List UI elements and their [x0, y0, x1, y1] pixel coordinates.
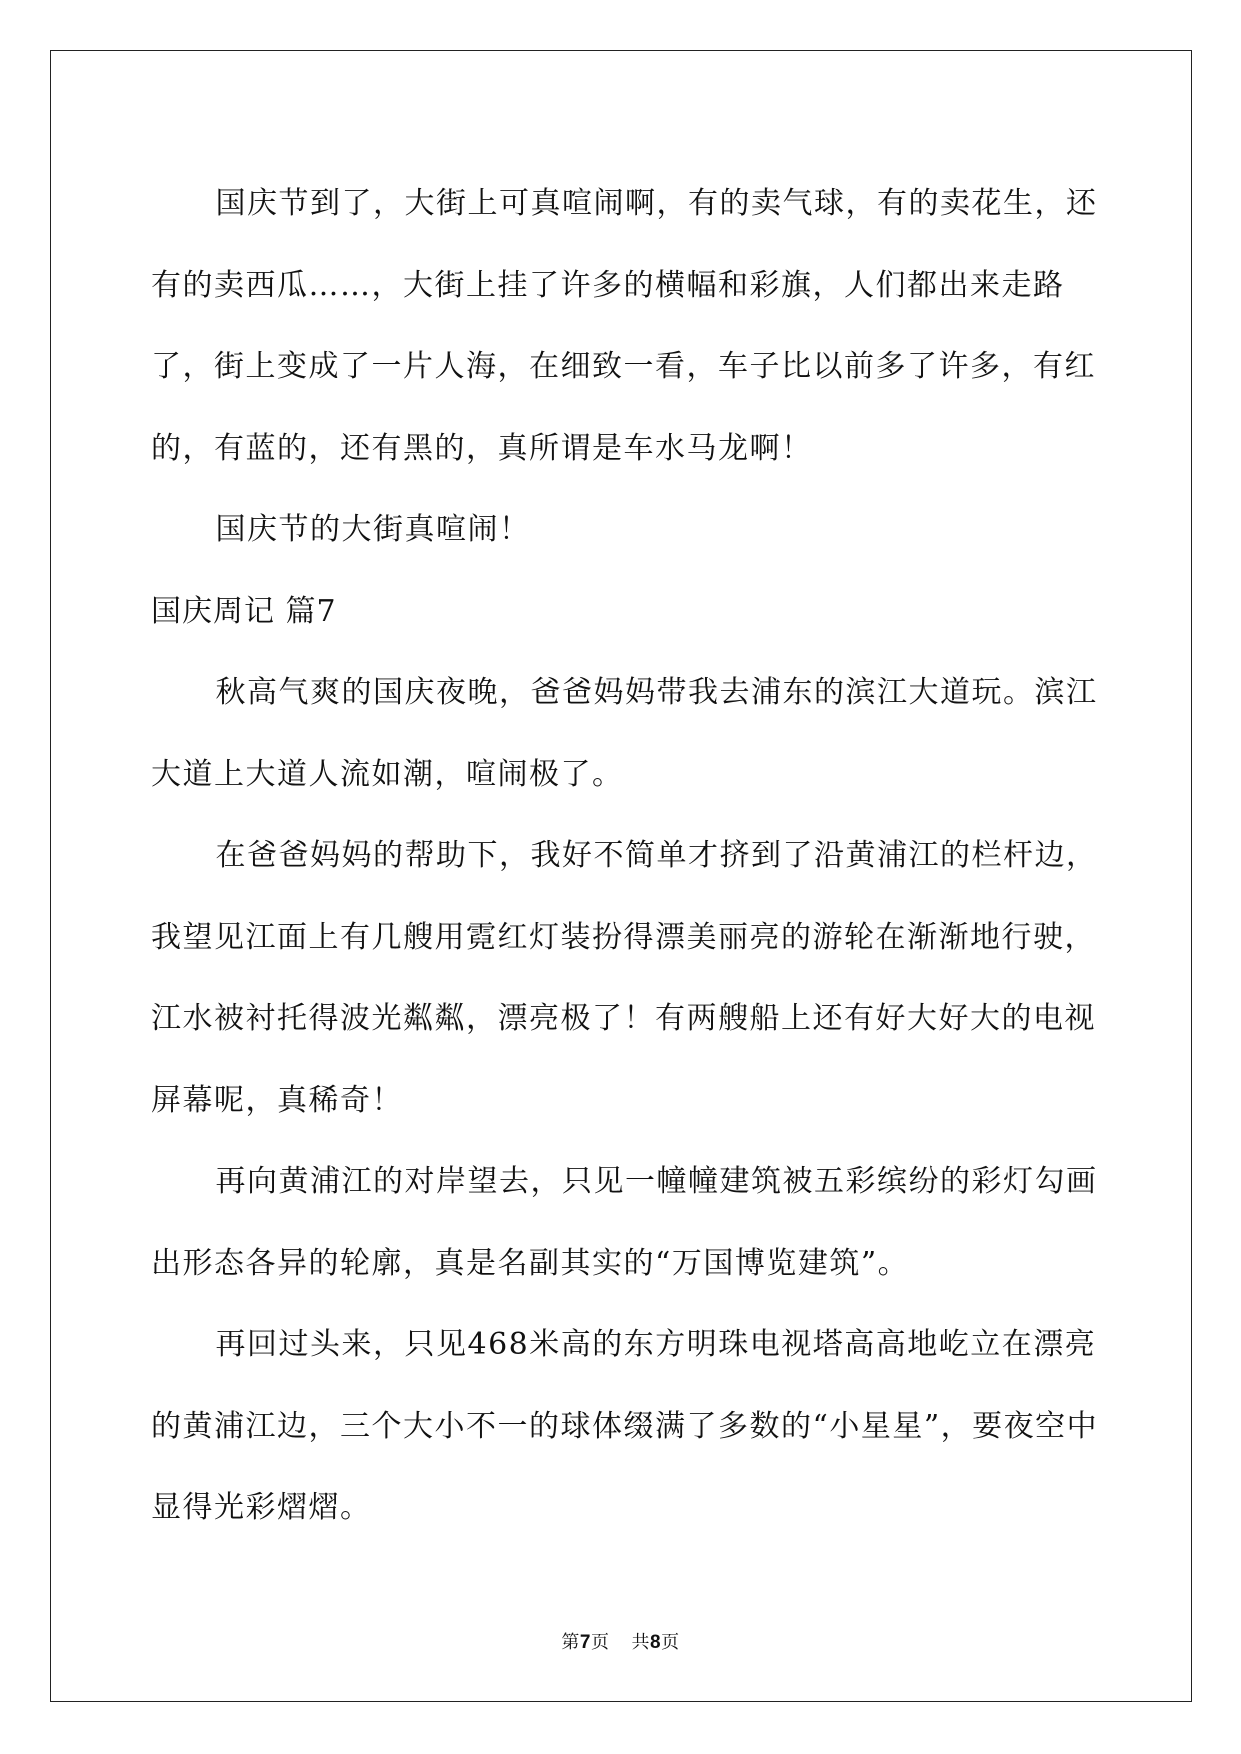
- document-body: [151, 163, 1111, 1549]
- footer-page-suffix: 页: [591, 1632, 610, 1653]
- footer-page-prefix: 第: [561, 1632, 580, 1653]
- paragraph-2: 国庆节的大街真喧闹！: [215, 512, 531, 547]
- section-heading: 国庆周记 篇7: [151, 593, 337, 629]
- paragraph-6: 再回过头来，只见468米高的东方明珠电视塔高高地屹立在漂亮的黄浦江边，三个大小不一的球体缀满了多数的“小星星”，要夜空中显得光彩熠熠。: [151, 1327, 1099, 1525]
- page-footer: [0, 1628, 1241, 1654]
- footer-total-suffix: 页: [661, 1632, 680, 1653]
- paragraph-5: 再向黄浦江的对岸望去，只见一幢幢建筑被五彩缤纷的彩灯勾画出形态各异的轮廓，真是名副其实的“万国博览建筑”。: [151, 1164, 1098, 1281]
- paragraph-1: 国庆节到了，大街上可真喧闹啊，有的卖气球，有的卖花生，还有的卖西瓜……，大街上挂了许多的横幅和彩旗，人们都出来走路了，街上变成了一片人海，在细致一看，车子比以前多了许多，有红的，有蓝的，还有黑的，真所谓是车水马龙啊！: [151, 186, 1098, 466]
- paragraph-3: 秋高气爽的国庆夜晚，爸爸妈妈带我去浦东的滨江大道玩。滨江大道上大道人流如潮，喧闹极了。: [151, 675, 1098, 792]
- footer-page-total: 8: [650, 1632, 662, 1653]
- footer-page-current: 7: [579, 1632, 591, 1653]
- paragraph-4: 在爸爸妈妈的帮助下，我好不简单才挤到了沿黄浦江的栏杆边，我望见江面上有几艘用霓红灯装扮得漂美丽亮的游轮在渐渐地行驶，江水被衬托得波光粼粼，漂亮极了！有两艘船上还有好大好大的电视屏幕呢，真稀奇！: [151, 838, 1098, 1118]
- footer-total-prefix: 共: [631, 1632, 650, 1653]
